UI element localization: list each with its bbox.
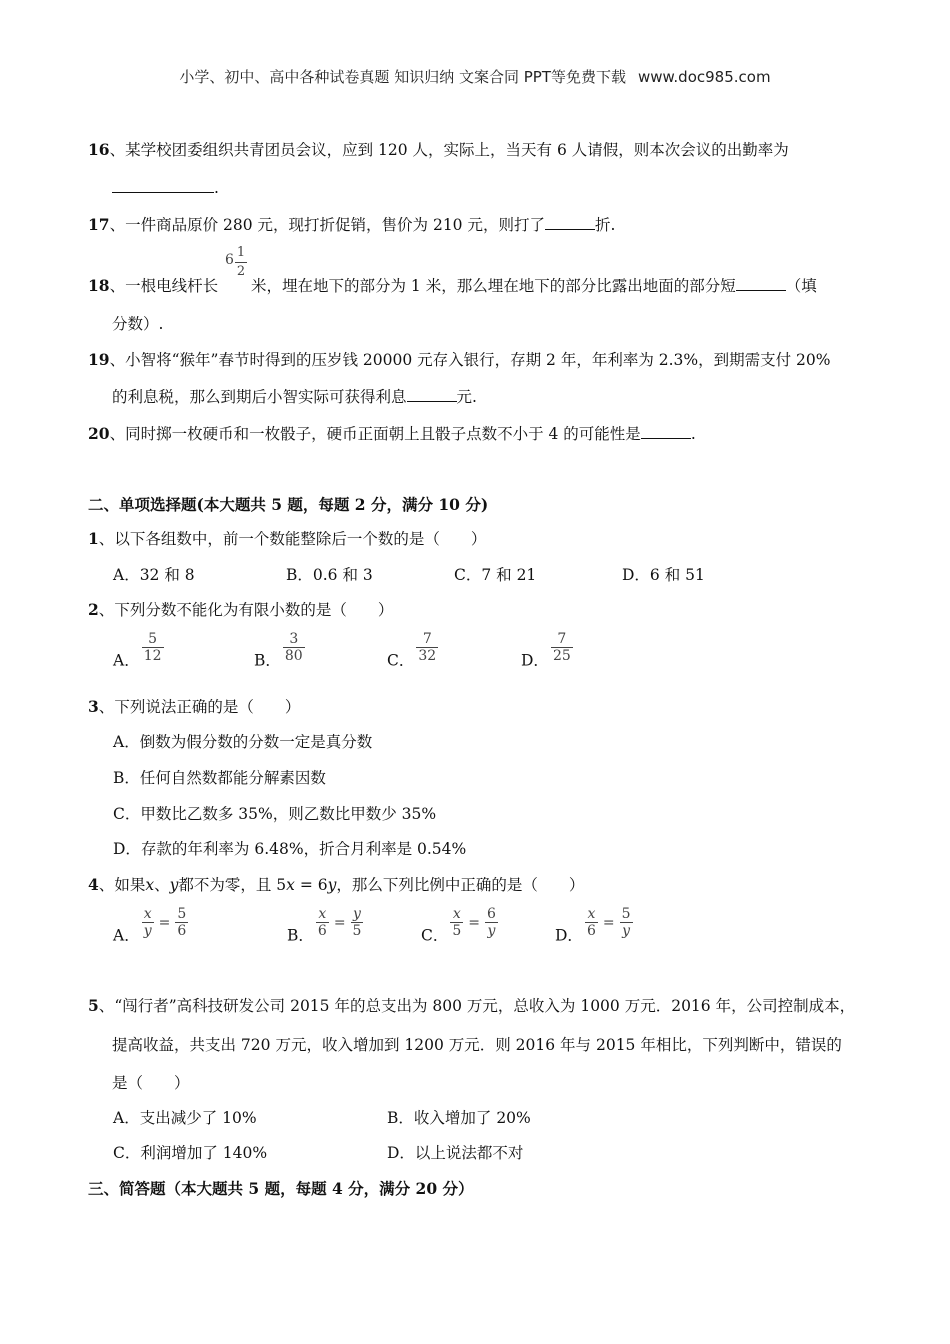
q4-option-a[interactable]: A． $\frac{x}{y}$ = $\frac{5}{6}$ bbox=[113, 906, 190, 946]
q1-option-c[interactable]: C．7 和 21 bbox=[454, 566, 537, 584]
section-3-title: 三、简答题（本大题共 5 题，每题 4 分，满分 20 分） bbox=[88, 1179, 474, 1198]
choice-question-3: 3、下列说法正确的是（ ） bbox=[88, 697, 301, 716]
fraction-bar bbox=[235, 262, 247, 263]
q2-option-d[interactable]: D． $\frac{7}{25}$ bbox=[521, 631, 571, 670]
answer-blank[interactable] bbox=[407, 385, 457, 402]
fraction: $\frac{7}{32}$ bbox=[418, 631, 437, 664]
proportion: $\frac{x}{6}$ = $\frac{y}{5}$ bbox=[317, 906, 362, 939]
question-16: 16、某学校团委组织共青团员会议，应到 120 人，实际上，当天有 6 人请假，则本次会议的出勤率为 bbox=[88, 140, 789, 159]
q1-option-d[interactable]: D．6 和 51 bbox=[622, 566, 705, 584]
question-18: 18、一根电线杆长 bbox=[88, 276, 219, 295]
q2-option-c[interactable]: C． $\frac{7}{32}$ bbox=[387, 631, 437, 670]
choice-question-1: 1、以下各组数中，前一个数能整除后一个数的是（ ） bbox=[88, 529, 487, 548]
q2-option-a[interactable]: A． $\frac{5}{12}$ bbox=[113, 631, 162, 670]
mixed-number: 6 bbox=[225, 252, 234, 268]
proportion: $\frac{x}{6}$ = $\frac{5}{y}$ bbox=[586, 906, 631, 939]
page-header bbox=[0, 66, 950, 87]
q2-option-b[interactable]: B． $\frac{3}{80}$ bbox=[254, 631, 303, 670]
q5-option-a[interactable]: A．支出减少了 10% bbox=[113, 1109, 257, 1127]
question-18-cont: 米，埋在地下的部分为 1 米，那么埋在地下的部分比露出地面的部分短 （填 bbox=[251, 274, 817, 296]
answer-blank[interactable] bbox=[736, 274, 786, 291]
q1-option-a[interactable]: A．32 和 8 bbox=[113, 566, 195, 584]
question-20: 20、同时掷一枚硬币和一枚骰子，硬币正面朝上且骰子点数不小于 4 的可能性是 . bbox=[88, 424, 696, 443]
choice-question-2: 2、下列分数不能化为有限小数的是（ ） bbox=[88, 600, 394, 619]
section-2-title: 二、单项选择题(本大题共 5 题，每题 2 分，满分 10 分) bbox=[88, 495, 489, 514]
proportion: $\frac{x}{5}$ = $\frac{6}{y}$ bbox=[452, 906, 496, 939]
q5-option-b[interactable]: B．收入增加了 20% bbox=[387, 1109, 531, 1127]
choice-question-4: 4、如果x、y都不为零，且 5x = 6y，那么下列比例中正确的是（ ） bbox=[88, 875, 585, 894]
header-text: 小学、初中、高中各种试卷真题 知识归纳 文案合同 PPT等免费下载 bbox=[179, 68, 626, 86]
fraction: $\frac{5}{12}$ bbox=[143, 631, 162, 664]
answer-blank[interactable] bbox=[545, 213, 595, 230]
question-16-blank-line: . bbox=[112, 176, 219, 197]
question-5-line3: 是（ ） bbox=[112, 1074, 190, 1092]
question-17: 17、一件商品原价 280 元，现打折促销，售价为 210 元，则打了 折. bbox=[88, 215, 616, 234]
q4-option-c[interactable]: C． $\frac{x}{5}$ = $\frac{6}{y}$ bbox=[421, 906, 500, 946]
mixed-fraction: 1 2 bbox=[236, 245, 246, 279]
q4-option-d[interactable]: D． $\frac{x}{6}$ = $\frac{5}{y}$ bbox=[555, 906, 635, 946]
q1-option-b[interactable]: B．0.6 和 3 bbox=[286, 566, 373, 584]
header-url: www.doc985.com bbox=[637, 68, 771, 86]
q3-option-d[interactable]: D．存款的年利率为 6.48%，折合月利率是 0.54% bbox=[113, 840, 467, 858]
fraction: $\frac{3}{80}$ bbox=[284, 631, 303, 664]
q5-option-c[interactable]: C．利润增加了 140% bbox=[113, 1144, 268, 1162]
question-19: 19、小智将“猴年”春节时得到的压岁钱 20000 元存入银行，存期 2 年，年利率为 2.3%，到期需支付 20% bbox=[88, 350, 831, 369]
question-19-line2: 的利息税，那么到期后小智实际可获得利息 元. bbox=[112, 385, 477, 407]
question-5-line2: 提高收益，共支出 720 万元，收入增加到 1200 万元．则 2016 年与 2015 年相比，下列判断中，错误的 bbox=[112, 1036, 842, 1054]
q3-option-a[interactable]: A．倒数为假分数的分数一定是真分数 bbox=[113, 733, 373, 751]
q5-option-d[interactable]: D．以上说法都不对 bbox=[387, 1144, 524, 1162]
answer-blank[interactable] bbox=[112, 176, 214, 193]
question-18-line2: 分数）. bbox=[112, 315, 164, 333]
choice-question-5: 5、“闯行者”高科技研发公司 2015 年的总支出为 800 万元，总收入为 1000 万元．2016 年，公司控制成本， bbox=[88, 996, 856, 1015]
q4-option-b[interactable]: B． $\frac{x}{6}$ = $\frac{y}{5}$ bbox=[287, 906, 365, 946]
answer-blank[interactable] bbox=[641, 422, 691, 439]
proportion: $\frac{x}{y}$ = $\frac{5}{6}$ bbox=[143, 906, 187, 939]
q3-option-c[interactable]: C．甲数比乙数多 35%，则乙数比甲数少 35% bbox=[113, 805, 437, 823]
fraction: $\frac{7}{25}$ bbox=[552, 631, 571, 664]
q3-option-b[interactable]: B．任何自然数都能分解素因数 bbox=[113, 769, 326, 787]
